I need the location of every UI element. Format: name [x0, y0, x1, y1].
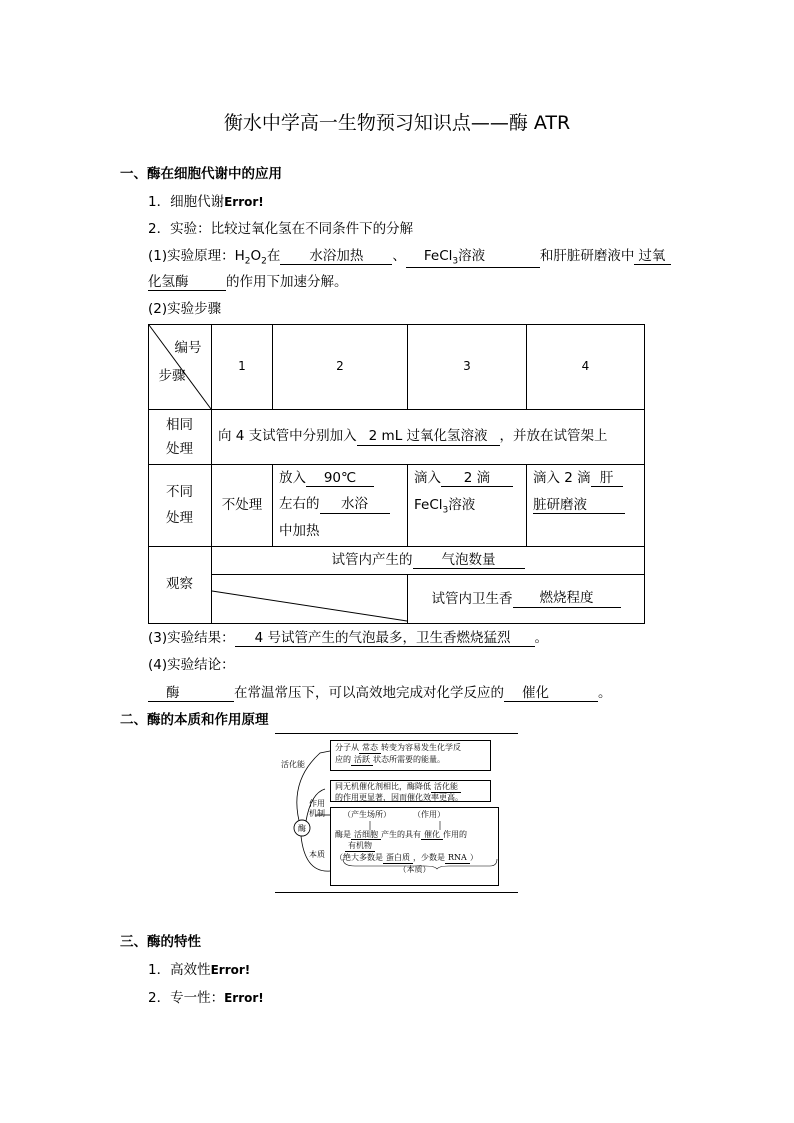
blank-catalytic: 催化	[421, 831, 443, 841]
col-header-3: 3	[463, 359, 471, 374]
col-header-2: 2	[336, 359, 344, 374]
text: 处理	[166, 509, 193, 526]
blank-active: 活跃	[351, 756, 373, 766]
blank-catalase-1: 过氧	[634, 248, 671, 265]
blank-protein: 蛋白质	[383, 854, 413, 864]
experiment-table	[148, 324, 645, 624]
blank-activation: 活化能	[431, 783, 461, 793]
result-line	[148, 626, 548, 647]
nature-label: 本质	[309, 850, 325, 859]
blank-fecl3	[406, 248, 540, 268]
text: 试管内卫生香	[431, 590, 513, 607]
blank-enzyme: 酶	[148, 685, 234, 702]
diff-cell-3	[414, 465, 526, 546]
observe-burning	[408, 575, 644, 623]
blank-h2o2: 2 mL 过氧化氢溶液	[357, 428, 500, 445]
text: （产生场所）	[343, 810, 391, 819]
text: 试管内产生的	[331, 552, 413, 569]
text: 和肝脏研磨液中	[539, 248, 635, 264]
mechanism-label	[309, 799, 325, 818]
blank-rna: RNA	[445, 854, 470, 864]
sub: 3	[452, 256, 459, 267]
text	[533, 492, 625, 519]
text	[335, 754, 486, 766]
diff-cell-2	[279, 465, 406, 546]
box-nature	[330, 807, 499, 886]
text: 在	[266, 248, 281, 264]
row-label-same	[148, 410, 211, 464]
text: （本质）	[398, 864, 431, 874]
section2-heading: 二、酶的本质和作用原理	[120, 712, 269, 728]
section1-heading: 一、酶在细胞代谢中的应用	[120, 166, 282, 182]
blank-catalysis: 催化	[504, 685, 598, 702]
blank-liver: 肝	[591, 470, 623, 487]
item-cell-metabolism	[148, 190, 264, 210]
blank-2-drops: 2 滴	[441, 470, 513, 487]
blank-water-bath: 水浴加热	[280, 248, 392, 265]
same-treatment-text	[218, 410, 643, 464]
blank-90c: 90℃	[306, 470, 374, 487]
text: 2．专一性：	[148, 990, 225, 1006]
spacer	[335, 821, 494, 829]
text: 左右的	[279, 496, 320, 513]
text: 同无机催化剂相比，酶降低	[335, 782, 431, 791]
text: 产生的具有	[381, 829, 421, 839]
text	[414, 465, 513, 492]
text: 向 4 支试管中分别加入	[218, 428, 357, 445]
diff-cell-4	[533, 465, 643, 546]
text: 滴入	[414, 470, 441, 486]
text: 相同	[166, 416, 193, 433]
text: 状态所需要的能量。	[373, 755, 445, 765]
col-header-1: 1	[238, 359, 246, 374]
text	[279, 465, 374, 491]
enzyme-circle-label: 酶	[298, 824, 306, 833]
blank-catalase-2: 化氢酶	[148, 274, 226, 291]
principle-prefix: (1)实验原理：H	[148, 248, 245, 264]
text: 作用的	[443, 829, 467, 839]
text: 滴入 2 滴	[533, 470, 591, 486]
text	[279, 491, 390, 517]
text	[335, 782, 486, 793]
text: 酶是	[335, 829, 351, 839]
text: 在常温常压下，可以高效地完成对化学反应的	[234, 685, 504, 701]
error-field: Error!	[224, 195, 264, 209]
conclusion-label: (4)实验结论：	[148, 657, 235, 673]
text: ，并放在试管架上	[499, 428, 608, 445]
text: 处理	[166, 441, 193, 457]
text: 放入	[279, 470, 306, 486]
box-activation	[330, 740, 491, 771]
text: 转变为容易发生化学反	[381, 743, 461, 752]
blank-living-cell: 活细胞	[351, 831, 381, 841]
text: （绝大多数是	[335, 853, 383, 863]
text	[335, 829, 494, 841]
blank-liver-2: 脏研磨液	[533, 497, 625, 514]
text: 。	[534, 630, 549, 646]
page-title: 衡水中学高一生物预习知识点——酶 ATR	[223, 112, 571, 134]
principle-line-2	[148, 270, 348, 291]
blank-water-bath-2: 水浴	[320, 496, 390, 513]
text: FeCl	[423, 248, 453, 264]
box-mechanism	[330, 780, 491, 802]
error-field: Error!	[210, 963, 251, 977]
corner-top-label: 编号	[174, 340, 202, 357]
item-specificity	[148, 986, 264, 1006]
col-header-4: 4	[581, 359, 590, 374]
text: 作用	[309, 799, 325, 808]
text	[335, 852, 494, 864]
text: 。	[598, 685, 612, 701]
row-label-diff	[148, 465, 211, 546]
text: 溶液	[448, 497, 476, 513]
blank-burning: 燃烧程度	[513, 590, 621, 607]
item-label: 1．细胞代谢	[148, 194, 225, 210]
row-label-observe: 观察	[166, 576, 193, 593]
text: 应的	[335, 755, 351, 765]
text: （作用）	[413, 810, 445, 819]
text	[335, 742, 486, 754]
text: 分子从	[335, 743, 359, 752]
o: O	[250, 248, 262, 264]
text	[335, 840, 494, 852]
text	[533, 465, 623, 492]
text: 不同	[166, 483, 193, 500]
text	[414, 492, 475, 520]
blank-organic: 有机物	[345, 842, 375, 852]
section3-heading: 三、酶的特性	[120, 934, 201, 950]
blank-result: 4 号试管产生的气泡最多，卫生香燃烧猛烈	[235, 630, 535, 647]
enzyme-diagram	[275, 733, 518, 893]
text: 溶液	[458, 248, 486, 264]
steps-label: (2)实验步骤	[148, 301, 222, 317]
activation-energy-label: 活化能	[281, 760, 305, 769]
text: ，少数是	[413, 853, 445, 863]
diff-cell-1: 不处理	[221, 496, 263, 513]
text: 中加热	[279, 522, 320, 539]
sub: 2	[244, 256, 251, 267]
text: 的作用下加速分解。	[226, 274, 348, 290]
text: 、	[392, 248, 406, 264]
item-efficiency	[148, 958, 250, 978]
error-field: Error!	[224, 991, 264, 1005]
text: FeCl	[414, 497, 443, 513]
text: 机制	[309, 808, 325, 818]
text: 1．高效性	[148, 962, 211, 978]
text: (3)实验结果：	[148, 630, 235, 646]
blank-bubbles: 气泡数量	[413, 552, 525, 569]
sub: 2	[261, 256, 267, 267]
principle-line-1	[148, 244, 671, 268]
corner-bottom-label: 步骤	[158, 368, 186, 385]
sub: 3	[442, 505, 449, 516]
item-experiment: 2．实验：比较过氧化氢在不同条件下的分解	[148, 221, 414, 237]
text: 的作用更显著，因而催化效率更高。	[335, 792, 463, 802]
observe-bubbles	[212, 547, 644, 574]
blank-normal: 常态	[359, 744, 381, 754]
text	[335, 809, 494, 821]
conclusion-line	[148, 681, 612, 702]
text: ）	[469, 853, 478, 863]
